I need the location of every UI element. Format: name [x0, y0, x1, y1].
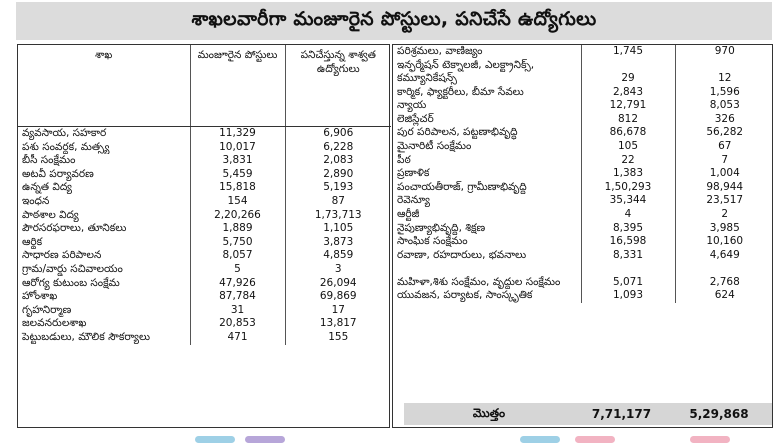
decorative-strip — [690, 436, 730, 443]
table-row — [18, 249, 391, 263]
cell-employees: 7 — [675, 154, 774, 168]
table-row — [18, 304, 391, 318]
table-row — [393, 99, 774, 113]
table-row — [393, 113, 774, 127]
table-row — [393, 167, 774, 181]
cell-employees: 26,094 — [285, 277, 391, 291]
cell-employees: 326 — [675, 113, 774, 127]
cell-employees: 12 — [675, 59, 774, 86]
cell-employees: 56,282 — [675, 126, 774, 140]
cell-employees: 67 — [675, 140, 774, 154]
left-table — [18, 45, 391, 345]
cell-posts: 15,818 — [190, 181, 285, 195]
cell-department: లెజిస్లేచర్ — [397, 112, 434, 125]
cell-posts: 8,395 — [581, 222, 675, 236]
cell-posts: 5,750 — [190, 236, 285, 250]
cell-employees: 23,517 — [675, 194, 774, 208]
total-posts: 7,71,177 — [591, 407, 652, 421]
cell-posts: 1,889 — [190, 222, 285, 236]
cell-department: రవాణా, రహదారులు, భవనాలు — [397, 248, 527, 261]
cell-posts: 29 — [581, 59, 675, 86]
table-row — [18, 236, 391, 250]
cell-posts: 31 — [190, 304, 285, 318]
cell-department: రెవెన్యూ — [397, 194, 430, 207]
cell-employees: 87 — [285, 195, 391, 209]
left-table-panel — [17, 44, 390, 428]
table-row — [393, 249, 774, 263]
cell-employees: 8,053 — [675, 99, 774, 113]
cell-department: ఇంధన — [22, 195, 50, 208]
total-row — [404, 403, 772, 425]
decorative-strip — [245, 436, 285, 443]
cell-posts: 22 — [581, 154, 675, 168]
cell-department: ఇన్ఫర్మేషన్ టెక్నాలజీ, ఎలక్ట్రానిక్స్, కమ్యూనికేషన్స్ — [397, 58, 535, 85]
total-label: మొత్తం — [472, 405, 506, 420]
cell-posts: 2,843 — [581, 86, 675, 100]
decorative-strip — [195, 436, 235, 443]
cell-department: పశు సంవర్ధక, మత్స్య — [22, 140, 110, 153]
table-row — [18, 290, 391, 304]
table-row — [18, 141, 391, 155]
cell-employees: 2,890 — [285, 168, 391, 182]
cell-posts: 8,331 — [581, 249, 675, 263]
cell-employees: 2,083 — [285, 154, 391, 168]
cell-department: ఆరోగ్య కుటుంబ సంక్షేమ — [22, 276, 120, 289]
cell-employees: 1,105 — [285, 222, 391, 236]
cell-posts: 154 — [190, 195, 285, 209]
cell-employees: 6,228 — [285, 141, 391, 155]
cell-employees: 13,817 — [285, 317, 391, 331]
right-table-panel — [392, 44, 773, 428]
table-row — [393, 194, 774, 208]
table-row — [393, 289, 774, 303]
cell-department: అటవీ పర్యావరణ — [22, 167, 94, 180]
cell-department: పుర పరిపాలన, పట్టణాభివృద్ధి — [397, 126, 518, 139]
table-row — [393, 208, 774, 222]
cell-department: ఆర్టీజీ — [397, 207, 420, 220]
decorative-strip — [520, 436, 560, 443]
cell-department: న్యాయ — [397, 99, 427, 112]
table-row — [18, 195, 391, 209]
cell-department: పీఠ — [397, 153, 411, 166]
table-row — [18, 154, 391, 168]
decorative-strip — [575, 436, 615, 443]
cell-posts: 4 — [581, 208, 675, 222]
header-department: శాఖ — [18, 45, 190, 127]
cell-employees: 3 — [285, 263, 391, 277]
cell-department: పౌరసరఫరాలు, తూనికలు — [22, 222, 127, 235]
table-row — [393, 59, 774, 86]
cell-posts: 105 — [581, 140, 675, 154]
table-row — [18, 317, 391, 331]
cell-posts: 1,745 — [581, 45, 675, 59]
table-row — [393, 181, 774, 195]
cell-department: మైనారిటీ సంక్షేమం — [397, 140, 472, 153]
table-row — [393, 222, 774, 236]
cell-department: నైపుణ్యాభివృద్ధి, శిక్షణ — [397, 221, 486, 234]
cell-posts: 12,791 — [581, 99, 675, 113]
cell-employees: 3,873 — [285, 236, 391, 250]
table-row — [393, 140, 774, 154]
cell-posts: 20,853 — [190, 317, 285, 331]
cell-posts: 10,017 — [190, 141, 285, 155]
cell-employees: 1,596 — [675, 86, 774, 100]
cell-employees: 98,944 — [675, 181, 774, 195]
table-row — [18, 181, 391, 195]
cell-posts: 35,344 — [581, 194, 675, 208]
cell-department: బీసీ సంక్షేమం — [22, 154, 76, 167]
cell-posts: 1,50,293 — [581, 181, 675, 195]
table-row — [18, 331, 391, 345]
cell-posts: 11,329 — [190, 127, 285, 141]
table-row — [18, 209, 391, 223]
cell-posts: 3,831 — [190, 154, 285, 168]
cell-posts: 2,20,266 — [190, 209, 285, 223]
cell-employees: 4,649 — [675, 249, 774, 263]
cell-employees: 5,193 — [285, 181, 391, 195]
table-row — [18, 222, 391, 236]
cell-employees: 4,859 — [285, 249, 391, 263]
table-row — [18, 263, 391, 277]
table-row — [393, 45, 774, 59]
cell-department: పెట్టుబడులు, మౌలిక సౌకర్యాలు — [22, 330, 151, 343]
cell-department: వ్యవసాయ, సహకార — [22, 127, 107, 140]
cell-department: జలవనరులశాఖ — [22, 317, 87, 330]
cell-department: హోంశాఖ — [22, 290, 58, 303]
cell-employees: 624 — [675, 289, 774, 303]
cell-posts: 5,071 — [581, 262, 675, 289]
table-row — [393, 126, 774, 140]
cell-department: కార్మిక, ఫ్యాక్టరీలు, బీమా సేవలు — [397, 85, 524, 98]
cell-department: ప్రణాళిక — [397, 167, 430, 180]
cell-department: ఆర్థిక — [22, 235, 43, 248]
cell-posts: 471 — [190, 331, 285, 345]
right-table — [393, 45, 774, 303]
table-row — [393, 262, 774, 289]
total-employees: 5,29,868 — [689, 407, 749, 421]
cell-department: పరిశ్రమలు, వాణిజ్యం — [397, 45, 483, 58]
cell-employees: 2,768 — [675, 262, 774, 289]
cell-department: సాధారణ పరిపాలన — [22, 249, 102, 262]
cell-employees: 1,73,713 — [285, 209, 391, 223]
cell-posts: 16,598 — [581, 235, 675, 249]
table-row — [18, 168, 391, 182]
cell-employees: 17 — [285, 304, 391, 318]
table-row — [393, 154, 774, 168]
cell-posts: 812 — [581, 113, 675, 127]
cell-department: పాఠశాల విద్య — [22, 208, 79, 221]
cell-department: సాంఘిక సంక్షేమం — [397, 235, 468, 248]
table-row — [393, 235, 774, 249]
table-row — [18, 277, 391, 291]
cell-posts: 87,784 — [190, 290, 285, 304]
cell-posts: 8,057 — [190, 249, 285, 263]
cell-employees: 155 — [285, 331, 391, 345]
cell-posts: 47,926 — [190, 277, 285, 291]
cell-employees: 6,906 — [285, 127, 391, 141]
cell-employees: 2 — [675, 208, 774, 222]
cell-posts: 86,678 — [581, 126, 675, 140]
cell-department: మహిళా,శిశు సంక్షేమం, వృద్ధుల సంక్షేమం — [397, 275, 561, 288]
cell-employees: 3,985 — [675, 222, 774, 236]
cell-posts: 5 — [190, 263, 285, 277]
cell-posts: 1,383 — [581, 167, 675, 181]
cell-posts: 1,093 — [581, 289, 675, 303]
table-row — [393, 86, 774, 100]
cell-employees: 1,004 — [675, 167, 774, 181]
header-sanctioned-posts: మంజూరైన పోస్టులు — [190, 45, 285, 127]
header-working-employees: పనిచేస్తున్న శాశ్వత ఉద్యోగులు — [285, 45, 391, 127]
cell-department: ఉన్నత విద్య — [22, 181, 72, 194]
left-table-header — [18, 45, 391, 127]
cell-posts: 5,459 — [190, 168, 285, 182]
cell-employees: 970 — [675, 45, 774, 59]
cell-employees: 10,160 — [675, 235, 774, 249]
cell-department: యువజన, పర్యాటక, సాంస్కృతిక — [397, 289, 533, 302]
cell-department: గ్రామ/వార్డు సచివాలయం — [22, 262, 123, 275]
cell-employees: 69,869 — [285, 290, 391, 304]
page-title: శాఖలవారీగా మంజూరైన పోస్టులు, పనిచేసే ఉద్యోగులు — [16, 2, 772, 40]
cell-department: పంచాయతీరాజ్, గ్రామీణాభివృద్ధి — [397, 180, 527, 193]
cell-department: గృహనిర్మాణ — [22, 303, 72, 316]
table-row — [18, 127, 391, 141]
